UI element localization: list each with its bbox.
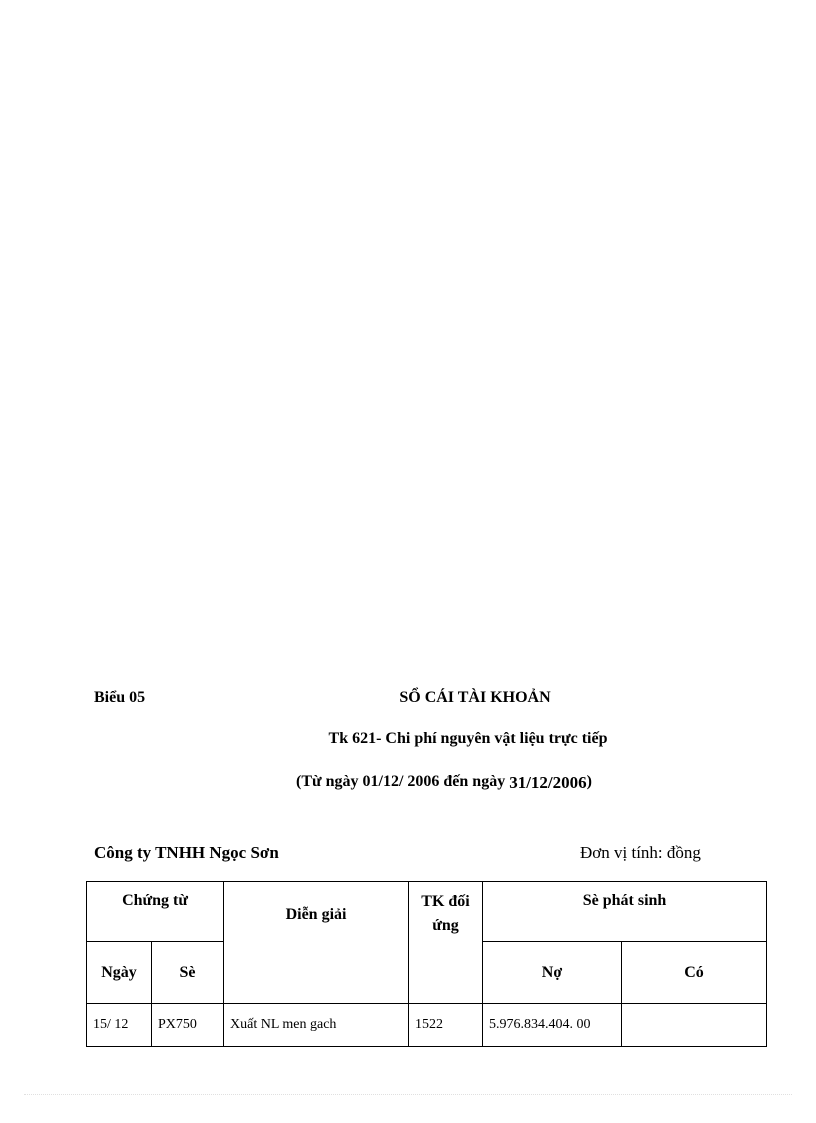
period-suffix: ) bbox=[586, 773, 592, 790]
voucher-header: Chứng từ bbox=[87, 882, 224, 942]
form-code: Biểu 05 bbox=[94, 689, 146, 706]
amount-header: Sè phát sinh bbox=[483, 882, 767, 942]
period-line bbox=[296, 771, 592, 791]
table-row bbox=[87, 1004, 767, 1047]
date-header: Ngày bbox=[87, 942, 152, 1004]
unit-label: Đơn vị tính: đồng bbox=[580, 843, 701, 862]
row-date: 15/ 12 bbox=[87, 1004, 152, 1047]
period-prefix: (Từ ngày 01/12/ 2006 đến ngày bbox=[296, 773, 510, 790]
row-credit bbox=[622, 1004, 767, 1047]
description-header: Diễn giải bbox=[224, 882, 409, 1004]
number-header: Sè bbox=[152, 942, 224, 1004]
debit-header: Nợ bbox=[483, 942, 622, 1004]
contra-account-header-line2: ứng bbox=[432, 917, 459, 934]
contra-account-header bbox=[409, 882, 483, 1004]
credit-header: Có bbox=[622, 942, 767, 1004]
company-name: Công ty TNHH Ngọc Sơn bbox=[94, 843, 279, 862]
document-title: SỔ CÁI TÀI KHOẢN bbox=[399, 689, 551, 706]
account-title: Tk 621- Chi phí nguyên vật liệu trực tiếp bbox=[328, 730, 608, 747]
period-end-date: 31/12/2006 bbox=[509, 773, 587, 792]
row-description: Xuất NL men gach bbox=[224, 1004, 409, 1047]
ledger-table bbox=[86, 881, 767, 1047]
row-contra-account: 1522 bbox=[409, 1004, 483, 1047]
page-bottom-divider bbox=[24, 1094, 792, 1095]
contra-account-header-line1: TK đối bbox=[421, 893, 470, 910]
row-number: PX750 bbox=[152, 1004, 224, 1047]
header-row-1 bbox=[87, 882, 767, 942]
row-debit: 5.976.834.404. 00 bbox=[483, 1004, 622, 1047]
